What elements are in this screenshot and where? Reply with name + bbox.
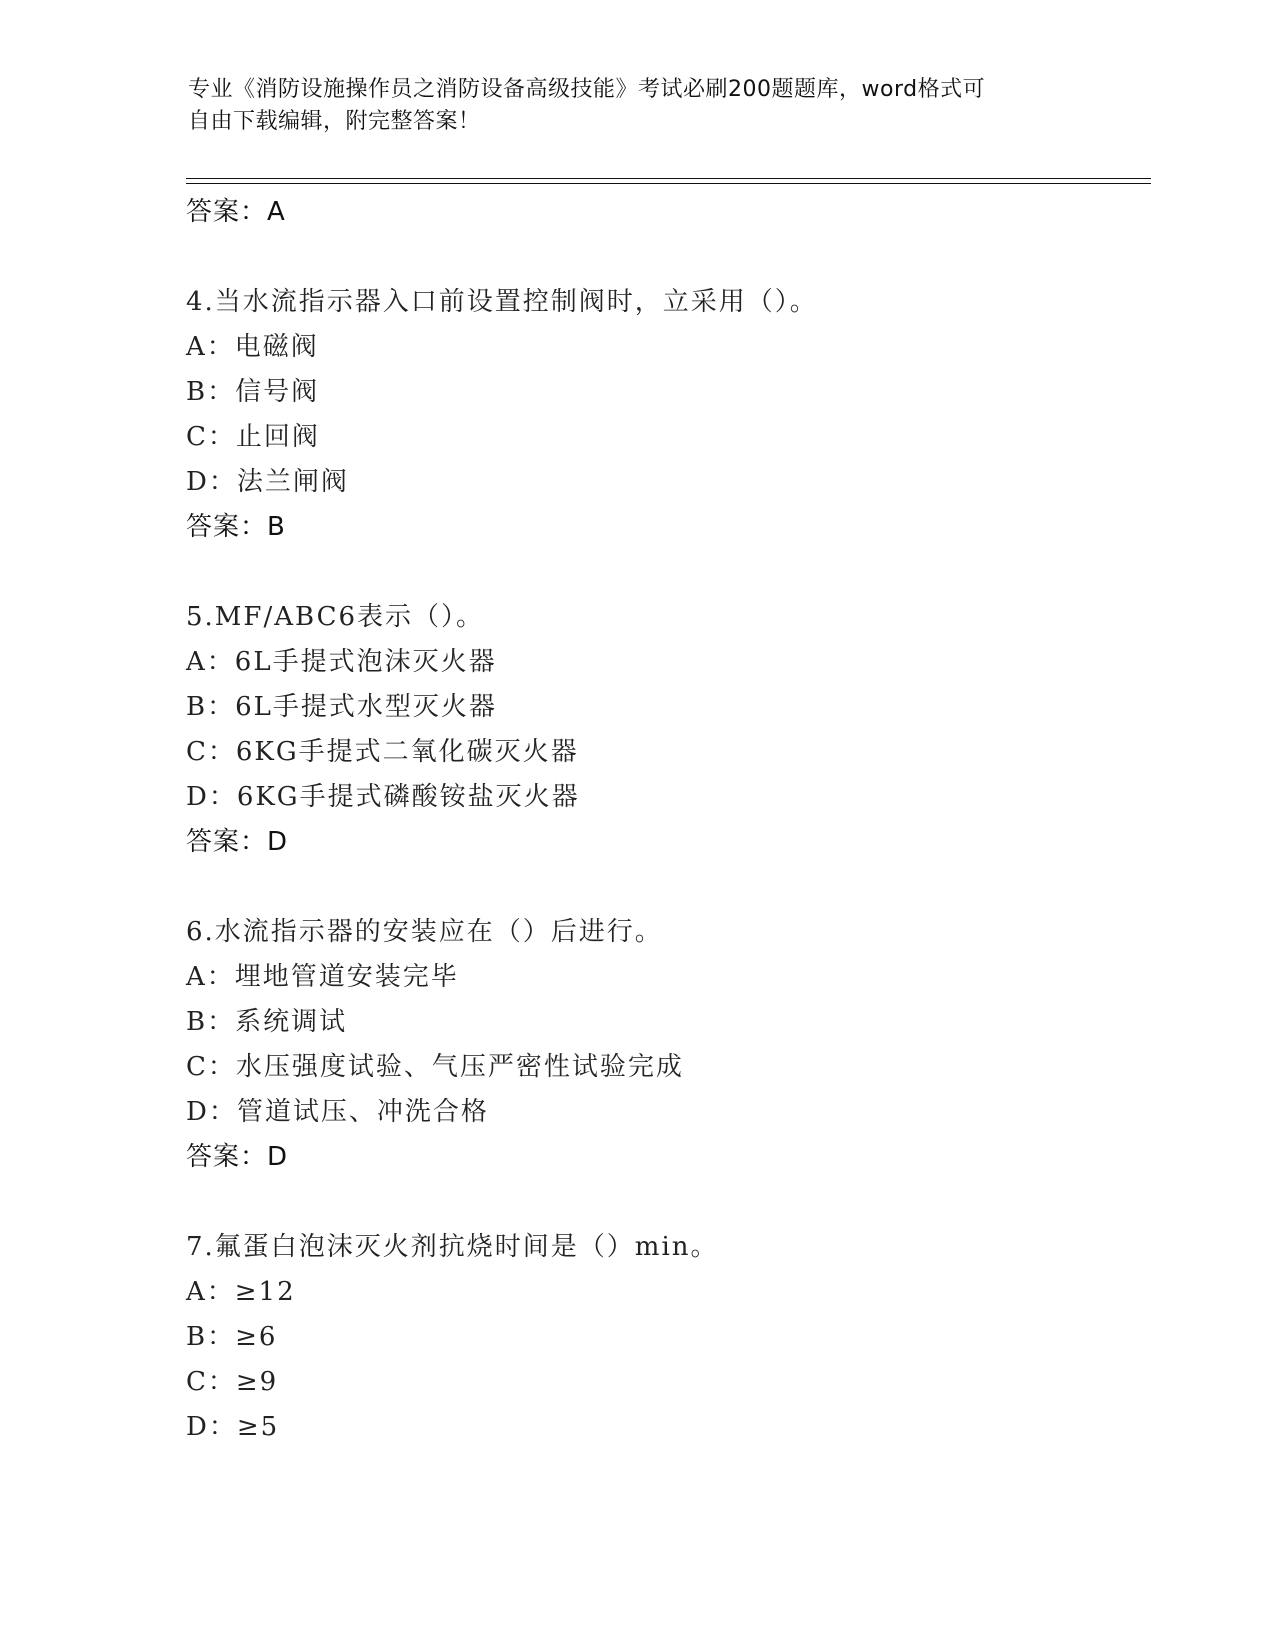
question-stem: 7.氟蛋白泡沫灭火剂抗烧时间是（）min。	[186, 1232, 719, 1262]
option-d: D：6KG手提式磷酸铵盐灭火器	[186, 782, 580, 812]
option-b: B：系统调试	[186, 1007, 348, 1037]
option-c: C：水压强度试验、气压严密性试验完成	[186, 1052, 684, 1082]
question-4	[186, 280, 1146, 550]
option-c: C：止回阀	[186, 422, 320, 452]
option-a: A：6L手提式泡沫灭火器	[186, 647, 497, 677]
header-divider-top	[186, 178, 1151, 179]
option-a: A：电磁阀	[186, 332, 319, 362]
answer-line: 答案：D	[186, 1142, 289, 1172]
option-d: D：管道试压、冲洗合格	[186, 1097, 489, 1127]
option-b: B：信号阀	[186, 377, 320, 407]
question-5	[186, 595, 1146, 865]
header-line-1: 专业《消防设施操作员之消防设备高级技能》考试必刷200题题库，word格式可	[188, 77, 986, 102]
option-c: C：≥9	[186, 1367, 279, 1397]
option-b: B：6L手提式水型灭火器	[186, 692, 497, 722]
answer-line: 答案：B	[186, 512, 286, 542]
answer-line: 答案：A	[186, 197, 286, 227]
question-7	[186, 1225, 1146, 1450]
option-a: A：埋地管道安装完毕	[186, 962, 459, 992]
header-divider-bottom	[186, 183, 1151, 184]
question-stem: 4.当水流指示器入口前设置控制阀时，立采用（）。	[186, 287, 818, 317]
option-b: B：≥6	[186, 1322, 278, 1352]
header-line-2: 自由下载编辑，附完整答案！	[188, 109, 481, 134]
option-d: D：法兰闸阀	[186, 467, 349, 497]
option-c: C：6KG手提式二氧化碳灭火器	[186, 737, 579, 767]
question-stem: 5.MF/ABC6表示（）。	[186, 602, 485, 632]
question-list	[186, 190, 1146, 1450]
option-a: A：≥12	[186, 1277, 296, 1307]
option-d: D：≥5	[186, 1412, 280, 1442]
question-stem: 6.水流指示器的安装应在（）后进行。	[186, 917, 663, 947]
document-header	[188, 74, 1068, 138]
answer-line: 答案：D	[186, 827, 289, 857]
question-6	[186, 910, 1146, 1180]
